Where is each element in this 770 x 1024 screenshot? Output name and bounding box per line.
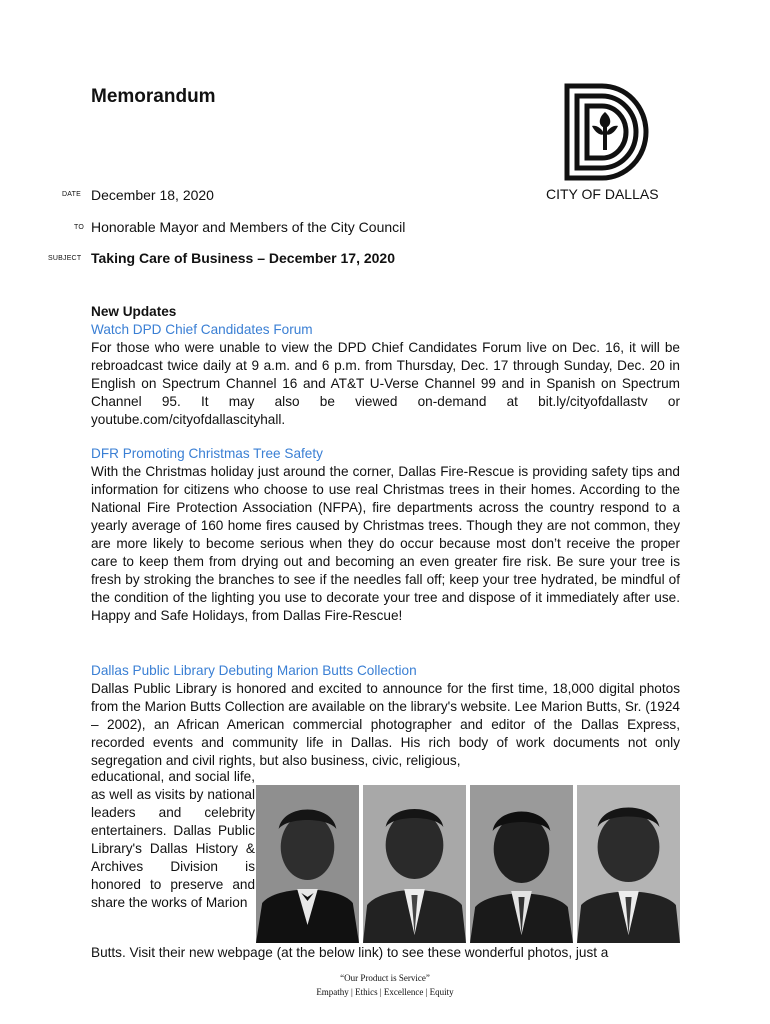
portrait-photo-1 (256, 785, 359, 943)
date-label: DATE (62, 191, 81, 198)
footer-values: Empathy | Ethics | Excellence | Equity (316, 987, 454, 997)
library-paragraph: Dallas Public Library is honored and excited to announce for the first time, 18,000 digital photos from the Marion Butts Collection are available on the library's website. Lee Marion Butts, Sr. (1924 – 2002), an African American commercial photographer and editor of the Dallas Express, recorded events and community life in Dallas. His rich body of work documents not only segregation and civil rights, but also business, civic, religious, (91, 681, 680, 768)
dpd-paragraph: For those who were unable to view the DPD Chief Candidates Forum live on Dec. 16, it will be rebroadcast twice daily at 9 a.m. and 6 p.m. from Thursday, Dec. 17 through Sunday, Dec. 20 in English on Spectrum Channel 16 and AT&T U-Verse Channel 99 and in Spanish on Spectrum Channel 95. It may also be viewed on-demand at bit.ly/cityofdallastv or youtube.com/cityofdallascityhall. (91, 340, 680, 427)
city-name: CITY OF DALLAS (546, 186, 659, 202)
portrait-photo-3 (470, 785, 573, 943)
memo-subject: Taking Care of Business – December 17, 2020 (91, 250, 395, 266)
city-of-dallas-logo (562, 82, 652, 182)
memo-title: Memorandum (91, 86, 216, 107)
subject-label: SUBJECT (48, 255, 82, 262)
library-wrap-text: educational, and social life, as well as visits by national leaders and celebrity entertainers. Dallas Public Library's Dallas History & Archives Division is honored to preserve and share the works of Marion (91, 769, 255, 910)
library-section (91, 662, 680, 770)
updates-heading: New Updates (91, 304, 177, 319)
memo-to: Honorable Mayor and Members of the City Council (91, 219, 406, 235)
marion-butts-photos (256, 785, 680, 943)
memo-date: December 18, 2020 (91, 187, 214, 203)
dpd-heading: Watch DPD Chief Candidates Forum (91, 322, 313, 337)
dfr-heading: DFR Promoting Christmas Tree Safety (91, 446, 323, 461)
dfr-section (91, 445, 680, 625)
portrait-photo-2 (363, 785, 466, 943)
library-heading: Dallas Public Library Debuting Marion Butts Collection (91, 663, 417, 678)
footer-motto: “Our Product is Service” (340, 973, 430, 983)
dfr-paragraph: With the Christmas holiday just around the corner, Dallas Fire-Rescue is providing safety tips and information for citizens who choose to use real Christmas trees in their homes. According to the National Fire Protection Association (NFPA), fire departments across the country respond to a yearly average of 160 home fires caused by Christmas trees. Though they are not common, they are more likely to become serious when they do occur because most don’t receive the proper care to keep them from drying out and becoming an even greater fire risk. Be sure your tree is fresh by stroking the branches to see if the needles fall off; keep your tree hydrated, be mindful of the condition of the lighting you use to decorate your tree and dispose of it immediately after use. Happy and Safe Holidays, from Dallas Fire-Rescue! (91, 464, 680, 623)
dpd-section (91, 303, 680, 429)
portrait-photo-4 (577, 785, 680, 943)
to-label: TO (74, 224, 84, 231)
library-last-line: Butts. Visit their new webpage (at the below link) to see these wonderful photos, just a (91, 945, 609, 960)
